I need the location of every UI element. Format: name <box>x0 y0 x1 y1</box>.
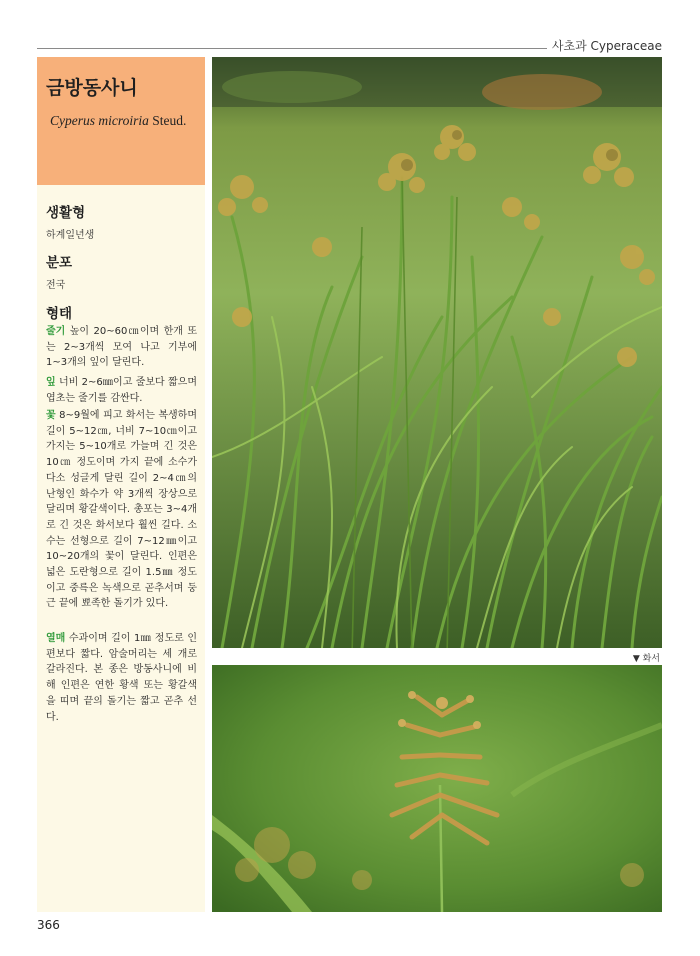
photo-caption: ▼ 화서 <box>632 654 660 664</box>
term-label: 열매 <box>46 633 66 644</box>
morphology-leaf <box>46 375 197 406</box>
page-number: 366 <box>37 918 60 932</box>
morphology-fruit <box>46 631 197 725</box>
term-text: 8~9월에 피고 화서는 복생하며 길이 5~12㎝, 너비 7~10㎝이고 가지는 5~10개로 가늘며 긴 것은 10㎝ 정도이며 가지 끝에 소수가 다소 성글게 달린 길이 2~4㎝의 난형인 화수가 약 3개씩 장상으로 달리며 황갈색이다. 총포는 3~4개로 긴 것은 화서보다 훨씬 길다. 소수는 선형으로 길이 7~12㎜이고 10~20개의 꽃이 달린다. 인편은 넓은 도란형으로 길이 1.5㎜ 정도이고 중륵은 녹색으로 곧추서며 둥근 끝에 뾰족한 돌기가 있다. <box>46 410 197 610</box>
term-text: 수과이며 길이 1㎜ 정도로 인편보다 짧다. 암술머리는 세 개로 갈라진다. 본 종은 방동사니에 비해 인편은 연한 황색 또는 황갈색을 띠며 끝의 돌기는 짧고 곧추 선다. <box>46 633 197 723</box>
header-rule <box>37 48 547 49</box>
distribution-value: 전국 <box>46 280 66 291</box>
term-label: 꽃 <box>46 410 56 421</box>
title-box <box>37 57 205 185</box>
term-label: 잎 <box>46 377 56 388</box>
inflorescence-photo <box>212 665 662 912</box>
morphology-flower <box>46 408 197 612</box>
morphology-heading: 형태 <box>46 306 73 322</box>
term-text: 높이 20~60㎝이며 한개 또는 2~3개씩 모여 나고 기부에 1~3개의 잎이 달린다. <box>46 326 197 369</box>
species-korean-name: 금방동사니 <box>46 77 138 99</box>
life-form-heading: 생활형 <box>46 205 86 221</box>
term-label: 줄기 <box>46 326 66 337</box>
species-author: Steud. <box>152 113 187 128</box>
habit-photo-illustration <box>212 57 662 648</box>
description-panel <box>37 185 205 912</box>
distribution-heading: 분포 <box>46 255 73 271</box>
term-text: 너비 2~6㎜이고 줄보다 짧으며 엽초는 줄기를 감싼다. <box>46 377 197 404</box>
morphology-stem <box>46 324 197 371</box>
life-form-value: 하계일년생 <box>46 230 95 241</box>
species-binomial: Cyperus microiria <box>50 113 149 128</box>
header-family-label: 사초과 Cyperaceae <box>551 39 662 53</box>
species-scientific-name <box>50 113 186 129</box>
inflorescence-photo-illustration <box>212 665 662 912</box>
habit-photo <box>212 57 662 648</box>
